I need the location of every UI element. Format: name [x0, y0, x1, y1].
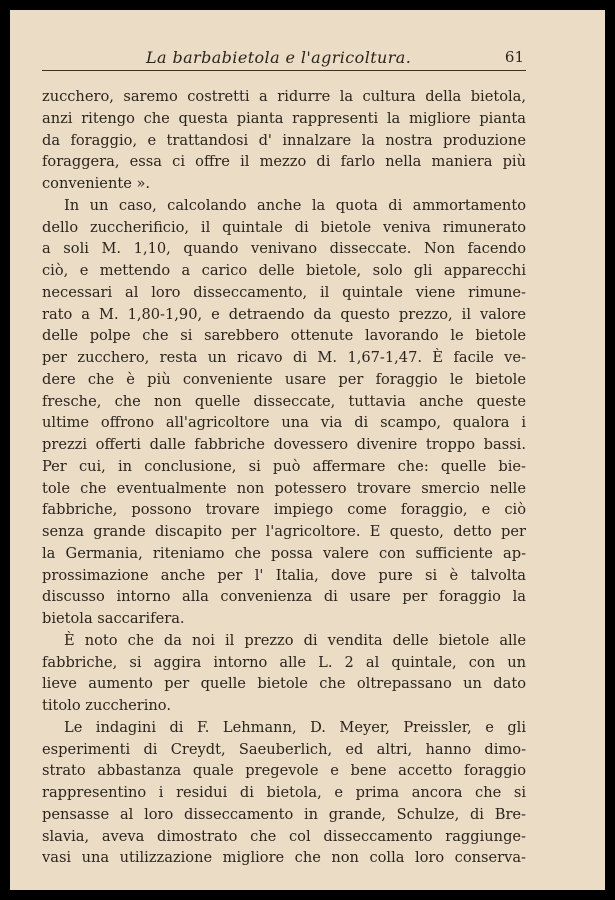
book-page: [10, 10, 605, 890]
text-line: prossimazione anche per l' Italia, dove pure si è talvolta: [42, 566, 526, 584]
text-line: fresche, che non quelle disseccate, tuttavia anche queste: [42, 392, 526, 410]
text-line: necessari al loro disseccamento, il quintale viene rimune-: [42, 283, 526, 301]
text-line: la Germania, riteniamo che possa valere con sufficiente ap-: [42, 544, 526, 562]
text-line: vasi una utilizzazione migliore che non colla loro conserva-: [42, 849, 526, 867]
text-line: senza grande discapito per l'agricoltore. E questo, detto per: [42, 523, 526, 540]
text-line: ultime offrono all'agricoltore una via di scampo, qualora i: [42, 414, 526, 432]
running-header: [46, 48, 524, 72]
text-line: rappresentino i residui di bietola, e prima ancora che si: [42, 784, 526, 801]
text-line: tole che eventualmente non potessero trovare smercio nelle: [42, 479, 526, 497]
text-line: strato abbastanza quale pregevole e bene accetto foraggio: [42, 762, 526, 780]
text-line: a soli M. 1,10, quando venivano disseccate. Non facendo: [42, 240, 526, 258]
running-title: La barbabietola e l'agricoltura.: [146, 48, 412, 67]
text-line: delle polpe che si sarebbero ottenute lavorando le bietole: [42, 327, 526, 345]
text-line: slavia, aveva dimostrato che col disseccamento raggiunge-: [42, 827, 526, 845]
page-number: 61: [504, 48, 524, 66]
text-line: In un caso, calcolando anche la quota di ammortamento: [64, 196, 526, 214]
text-line: dello zuccherificio, il quintale di bietole veniva rimunerato: [42, 218, 526, 236]
text-line: titolo zuccherino.: [42, 697, 171, 714]
text-line: dere che è più conveniente usare per foraggio le bietole: [42, 370, 526, 388]
text-line: foraggera, essa ci offre il mezzo di farlo nella maniera più: [42, 153, 526, 171]
body-text: [42, 86, 526, 869]
text-line: rato a M. 1,80-1,90, e detraendo da questo prezzo, il valore: [42, 305, 526, 323]
text-line: anzi ritengo che questa pianta rappresenti la migliore pianta: [42, 109, 526, 127]
text-line: Per cui, in conclusione, si può affermare che: quelle bie-: [42, 457, 526, 475]
text-line: fabbriche, possono trovare impiego come foraggio, e ciò: [42, 501, 526, 519]
text-line: ciò, e mettendo a carico delle bietole, solo gli apparecchi: [42, 262, 526, 279]
text-line: È noto che da noi il prezzo di vendita delle bietole alle: [64, 631, 526, 649]
text-line: discusso intorno alla convenienza di usare per foraggio la: [42, 588, 526, 606]
text-line: Le indagini di F. Lehmann, D. Meyer, Preissler, e gli: [64, 718, 526, 736]
text-line: lieve aumento per quelle bietole che oltrepassano un dato: [42, 675, 526, 693]
header-rule: [42, 70, 526, 71]
text-line: bietola saccarifera.: [42, 610, 185, 627]
text-line: conveniente ».: [42, 175, 151, 192]
text-line: per zucchero, resta un ricavo di M. 1,67-1,47. È facile ve-: [42, 349, 526, 366]
text-line: zucchero, saremo costretti a ridurre la cultura della bietola,: [42, 88, 526, 105]
text-line: prezzi offerti dalle fabbriche dovessero divenire troppo bassi.: [42, 436, 526, 453]
text-line: fabbriche, si aggira intorno alle L. 2 al quintale, con un: [42, 653, 526, 671]
text-line: da foraggio, e trattandosi d' innalzare la nostra produzione: [42, 131, 526, 149]
text-line: pensasse al loro disseccamento in grande, Schulze, di Bre-: [42, 805, 526, 823]
text-line: esperimenti di Creydt, Saeuberlich, ed altri, hanno dimo-: [42, 740, 526, 758]
